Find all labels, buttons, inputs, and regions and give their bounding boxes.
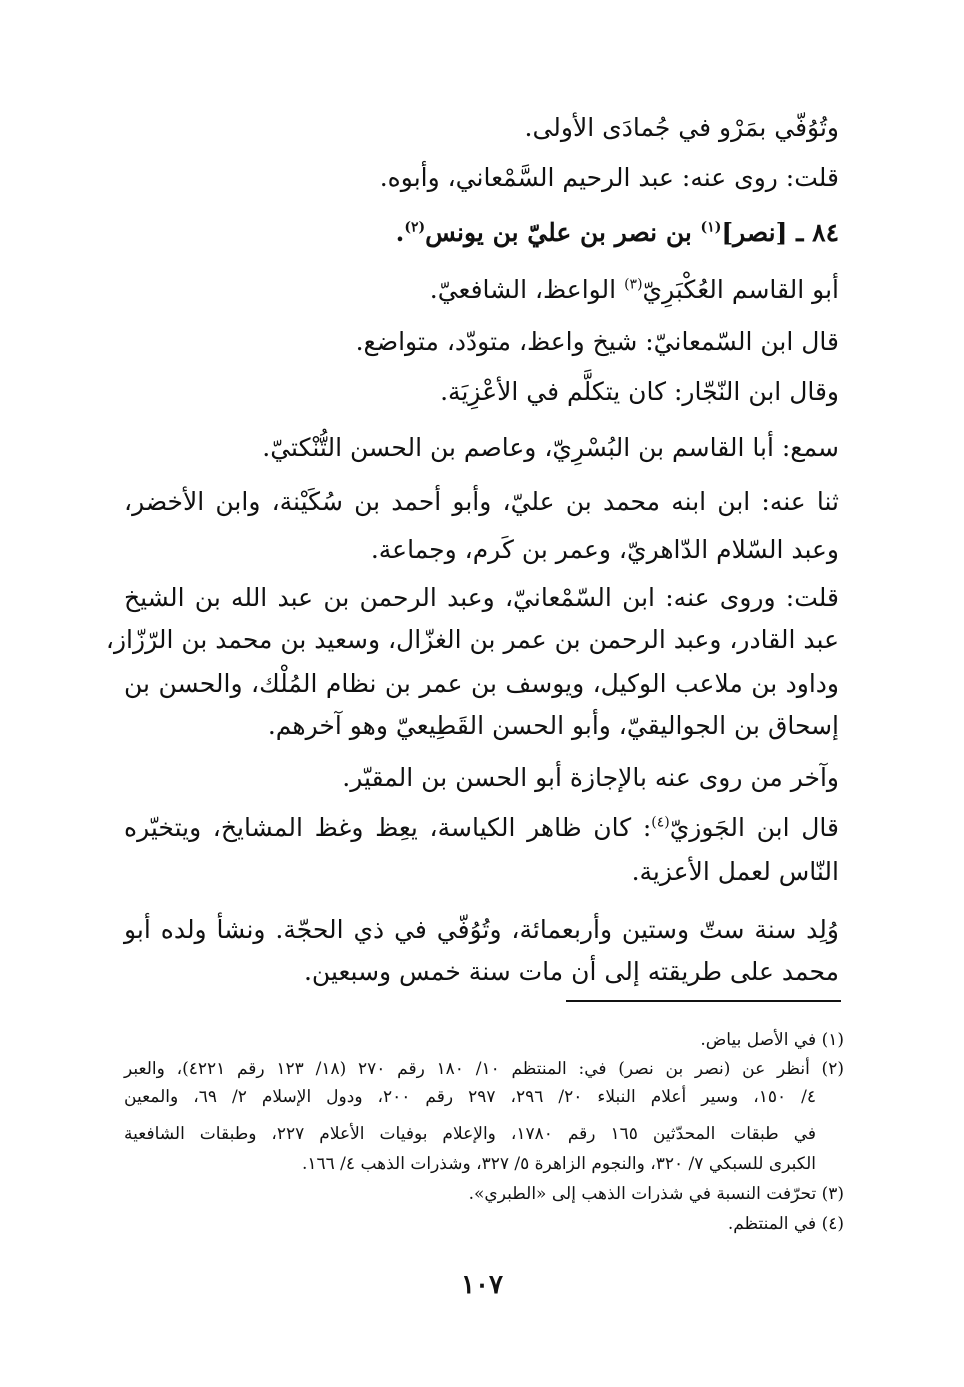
footnote-ref[interactable]: (٤) — [651, 814, 670, 831]
text-line: وعبد السّلام الدّاهريّ، وعمر بن كَرم، وجماعة. — [370, 535, 839, 564]
text-line — [124, 270, 839, 310]
quote-text: : كان ظاهر الكياسة، يعِظ وغظ المشايخ، ويتخيّره — [124, 813, 652, 842]
text-line: وقال ابن النّجّار: كان يتكلَّم في الأعْزِيَة. — [440, 377, 839, 406]
text-line: وُلِد سنة ستّ وستين وأربعمائة، وتُوُفّي في ذي الحجّة. ونشأ ولده أبو — [124, 915, 839, 944]
footnote-ref[interactable]: (١) — [700, 219, 722, 236]
text-line: وداود بن ملاعب الوكيل، ويوسف بن عمر بن نظام المُلْك، والحسن بن — [124, 669, 839, 698]
footnote-continuation: الكبرى للسبكي ٧/ ٣٢٠، والنجوم الزاهرة ٥/ ٣٢٧، وشذرات الذهب ٤/ ١٦٦. — [301, 1154, 816, 1174]
text-line: سمع: أبا القاسم بن البُسْرِيّ، وعاصم بن الحسن التُّنْكتيّ. — [262, 433, 839, 462]
text-line: قلت: وروى عنه: ابن السّمْعانيّ، وعبد الرحمن بن عبد الله بن الشيخ — [124, 583, 839, 612]
text-line: محمد على طريقته إلى أن مات سنة خمس وسبعين. — [303, 957, 839, 986]
kunya-text: أبو القاسم العُكْبَرِيّ — [642, 275, 839, 304]
footnote: (٢) أنظر عن (نصر بن نصر) في: المنتظم ١٠/ ١٨٠ رقم ٢٧٠ (١٨/ ١٢٣ رقم ٤٢٢١)، والعبر — [124, 1059, 844, 1079]
entry-number-name: ٨٤ ـ [نصر] — [721, 218, 839, 247]
quote-author: قال ابن الجَوزيّ — [669, 813, 839, 842]
footnote: (١) في الأصل بياض. — [700, 1030, 844, 1050]
entry-heading-end: . — [395, 218, 405, 247]
text-line: ثنا عنه: ابن ابنه محمد بن عليّ، وأبو أحمد بن سُكَيْنة، وابن الأخضر، — [124, 487, 839, 516]
text-line: وآخر من روى عنه بالإجازة أبو الحسن بن المقيّر. — [342, 763, 839, 792]
text-line: قلت: روى عنه: عبد الرحيم السَّمْعاني، وأبوه. — [379, 163, 839, 192]
footnote-ref[interactable]: (٣) — [624, 276, 643, 293]
entry-name-rest: بن نصر بن عليّ بن يونس — [425, 218, 701, 247]
footnote: (٤) في المنتظم. — [727, 1214, 844, 1234]
footnote-ref[interactable]: (٢) — [404, 219, 426, 236]
text-line: النّاس لعمل الأعزية. — [631, 857, 839, 886]
footnote-separator — [566, 1000, 841, 1002]
text-line: إسحاق بن الجواليقيّ، وأبو الحسن القَطِيعيّ وهو آخرهم. — [267, 711, 839, 740]
text-line: وتُوُفّي بمَرْو في جُمادَى الأولى. — [524, 113, 839, 142]
text-line: عبد القادر، وعبد الرحمن بن عمر بن الغزّال، وسعيد بن محمد بن الرّزّاز، — [105, 625, 839, 654]
entry-heading — [124, 213, 839, 253]
text-line: قال ابن السّمعانيّ: شيخ واعظ، متودّد، متواضع. — [355, 327, 839, 356]
footnote-continuation: ٤/ ١٥٠، وسير أعلام النبلاء ٢٠/ ٢٩٦، ٢٩٧ رقم ٢٠٠، ودول الإسلام ٢/ ٦٩، والمعين — [124, 1087, 816, 1107]
footnote-continuation: في طبقات المحدّثين ١٦٥ رقم ١٧٨٠، والإعلام بوفيات الأعلام ٢٢٧، وطبقات الشافعية — [124, 1124, 816, 1144]
kunya-rest: الواعظ، الشافعيّ. — [429, 275, 625, 304]
text-line — [124, 808, 839, 848]
page-number: ١٠٧ — [461, 1270, 503, 1300]
footnote: (٣) تحرّفت النسبة في شذرات الذهب إلى «الطبري». — [468, 1184, 844, 1204]
